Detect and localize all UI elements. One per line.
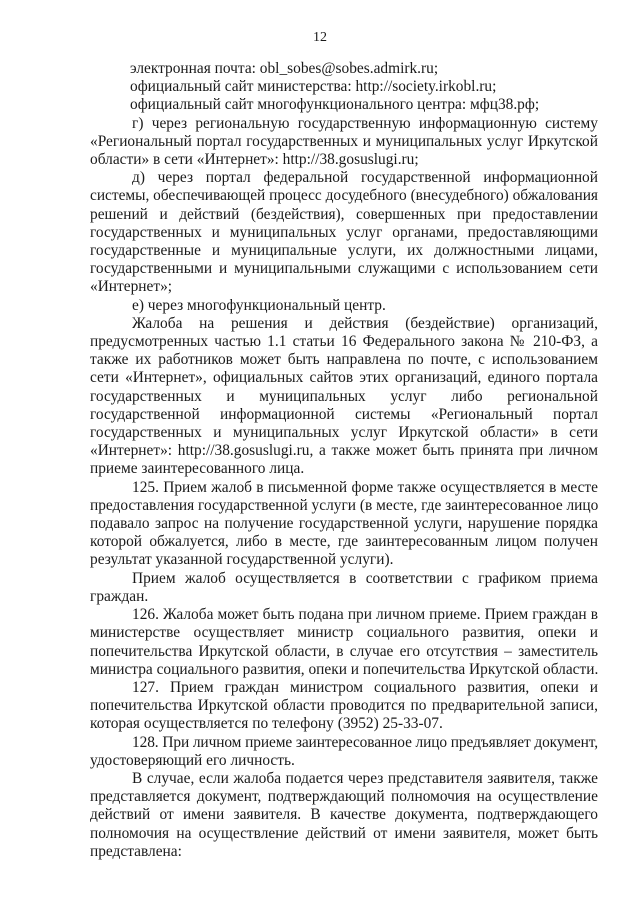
text-line: предоставления государственной услуги (в месте, где заинтересованное лицо [90,496,599,514]
text-line: электронная почта: obl_sobes@sobes.admirk.ru; [130,60,439,77]
text-line: е) через многофункциональный центр. [132,296,386,314]
text-line: действий от имени заявителя. В качестве документа, подтверждающего [90,806,598,824]
text-line: 126. Жалоба может быть подана при личном приеме. Прием граждан в [132,606,598,624]
document-body [90,60,598,861]
text-line: государственных и муниципальных услуг Иркутской области» в сети [90,424,598,442]
text-line: попечительства Иркутской области проводится по предварительной записи, [90,697,598,715]
text-line: государственных и муниципальных услуг органами, предоставляющими [90,223,598,241]
text-line: г) через региональную государственную информационную систему [132,114,598,132]
text-line: государственной информационной системы «Региональный портал [90,405,598,423]
text-line: «Региональный портал государственных и муниципальных услуг Иркутской [90,132,598,150]
text-line: представлена: [90,842,182,860]
text-line: также их работников может быть направлена по почте, с использованием [90,351,598,369]
text-line: Жалоба на решения и действия (бездействие) организаций, [132,314,598,332]
text-line: государственные и муниципальные услуги, их должностными лицами, [90,242,598,260]
text-line: представляется документ, подтверждающий полномочия на осуществление [90,788,598,806]
text-line: д) через портал федеральной государственной информационной [132,169,598,187]
text-line: полномочия на осуществление действий от имени заявителя, может быть [90,824,598,842]
text-line: 125. Прием жалоб в письменной форме также осуществляется в месте [132,478,598,496]
text-line: «Интернет»: http://38.gosuslugi.ru, а также может быть принята при личном [90,442,598,460]
text-line: области» в сети «Интернет»: http://38.gosuslugi.ru; [90,151,419,169]
text-line: результат указанной государственной услуги). [90,551,394,569]
text-line: приеме заинтересованного лица. [90,460,305,478]
text-line: граждан. [90,587,149,605]
text-line: официальный сайт министерства: http://society.irkobl.ru; [130,78,497,96]
page-number: 12 [313,30,327,45]
text-line: предусмотренных частью 1.1 статьи 16 Федерального закона № 210-ФЗ, а [90,333,598,351]
text-line: министерстве осуществляет министр социального развития, опеки и [90,624,598,642]
text-line: 128. При личном приеме заинтересованное лицо предъявляет документ, [132,733,598,751]
text-line: сети «Интернет», официальных сайтов этих организаций, единого портала [90,369,598,387]
text-line: удостоверяющий его личность. [90,751,295,769]
text-line: государственных и муниципальных услуг либо региональной [90,387,598,405]
text-line: В случае, если жалоба подается через представителя заявителя, также [132,769,598,787]
text-line: Прием жалоб осуществляется в соответствии с графиком приема [132,569,598,587]
text-line: решений и действий (бездействия), совершенных при предоставлении [90,205,598,223]
text-line: которая осуществляется по телефону (3952) 25-33-07. [90,715,443,733]
text-line: официальный сайт многофункционального центра: мфц38.рф; [130,96,540,114]
text-line: 127. Прием граждан министром социального развития, опеки и [132,678,598,696]
text-line: государственными и муниципальными служащими с использованием сети [90,260,598,278]
text-line: министра социального развития, опеки и попечительства Иркутской области. [90,660,599,678]
text-line: подавало запрос на получение государственной услуги, нарушение порядка [90,515,598,533]
text-line: попечительства Иркутской области, в случае его отсутствия – заместитель [90,642,598,660]
text-line: системы, обеспечивающей процесс досудебного (внесудебного) обжалования [90,187,598,205]
text-line: «Интернет»; [90,278,173,296]
text-line: которой обжалуется, либо в месте, где заинтересованным лицом получен [90,533,598,551]
